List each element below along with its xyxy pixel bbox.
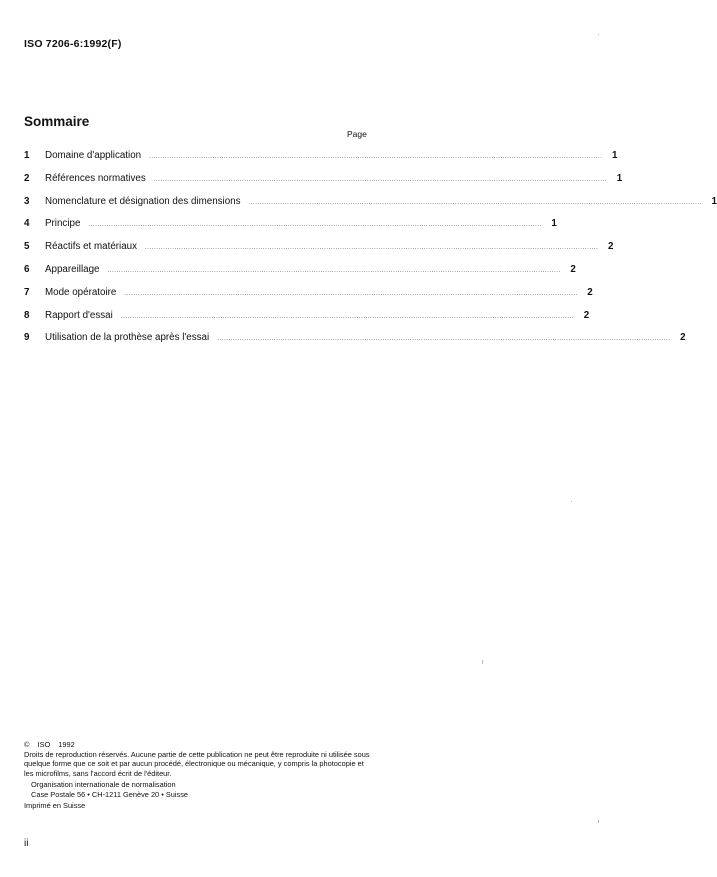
- copyright-year: 1992: [58, 740, 75, 749]
- toc-entry[interactable]: [24, 172, 623, 196]
- dot-leader: ........................................................................................................................................................................................................: [88, 222, 542, 229]
- toc-entry-number: 7: [24, 286, 30, 298]
- toc-entry-page: 2: [570, 263, 576, 275]
- dot-leader: ........................................................................................................................................................................................................: [107, 267, 561, 274]
- toc-entry-label: Références normatives: [45, 172, 146, 184]
- dot-leader: ........................................................................................................................................................................................................: [217, 336, 671, 343]
- toc-entry-label: Nomenclature et désignation des dimensions: [45, 195, 241, 207]
- toc-entry-page: 2: [587, 286, 593, 298]
- toc-entry-label: Domaine d'application: [45, 150, 142, 161]
- copyright-symbol: ©: [24, 740, 30, 749]
- toc-entry-page: 2: [680, 332, 686, 344]
- page-number: ii: [24, 838, 29, 849]
- dot-leader: ........................................................................................................................................................................................................: [145, 245, 599, 252]
- table-of-contents: [24, 150, 717, 355]
- copyright-block: [24, 740, 372, 810]
- dot-leader: ........................................................................................................................................................................................................: [149, 154, 603, 160]
- toc-entry-number: 2: [24, 172, 30, 184]
- toc-entry-number: 3: [24, 195, 30, 207]
- toc-entry-page: 2: [583, 309, 590, 321]
- publisher-name: Organisation internationale de normalisation: [31, 780, 176, 790]
- scan-speck: [571, 501, 572, 502]
- dot-leader: ........................................................................................................................................................................................................: [120, 313, 575, 320]
- toc-entry-label: Mode opératoire: [45, 286, 117, 298]
- toc-entry-page: 1: [551, 218, 557, 230]
- page-title: Sommaire: [24, 114, 90, 129]
- toc-entry-label: Appareillage: [45, 263, 100, 275]
- toc-entry-page: 1: [612, 150, 618, 161]
- toc-entry[interactable]: [24, 286, 593, 310]
- dot-leader: ........................................................................................................................................................................................................: [153, 176, 608, 183]
- toc-entry-number: 4: [24, 218, 30, 230]
- toc-entry[interactable]: [24, 218, 557, 241]
- scan-speck: [482, 660, 483, 664]
- toc-entry-page: 2: [607, 241, 614, 253]
- publisher-address: Case Postale 56 • CH-1211 Genève 20 • Suisse: [31, 789, 189, 799]
- toc-entry-number: 6: [24, 263, 30, 275]
- toc-entry[interactable]: [24, 150, 618, 173]
- toc-entry[interactable]: [24, 195, 717, 219]
- toc-entry-label: Utilisation de la prothèse après l'essai: [45, 332, 210, 344]
- toc-entry-label: Rapport d'essai: [45, 309, 113, 321]
- toc-entry-page: 1: [711, 195, 717, 207]
- toc-entry-number: 8: [24, 309, 30, 321]
- scan-speck: [598, 34, 599, 35]
- toc-entry[interactable]: [24, 263, 576, 287]
- toc-entry-number: 5: [24, 241, 30, 253]
- toc-entry[interactable]: [24, 332, 686, 355]
- toc-entry[interactable]: [24, 241, 614, 264]
- printed-in: Imprimé en Suisse: [24, 800, 86, 810]
- toc-entry-number: 9: [24, 332, 30, 344]
- toc-entry-label: Principe: [45, 218, 81, 230]
- toc-entry-label: Réactifs et matériaux: [45, 241, 138, 253]
- copyright-org: ISO: [37, 740, 51, 749]
- copyright-line: [24, 740, 372, 750]
- toc-entry[interactable]: [24, 309, 590, 333]
- page-column-label: Page: [347, 129, 367, 139]
- toc-entry-page: 1: [616, 172, 623, 184]
- dot-leader: ........................................................................................................................................................................................................: [248, 199, 702, 206]
- copyright-notice: Droits de reproduction réservés. Aucune partie de cette publication ne peut être reproduite ni utilisée sous quelque forme que ce soit et par aucun procédé, électronique ou mécanique, y compris la photocopie et les microfilms, sans l'accord écrit de l'éditeur.: [24, 749, 370, 778]
- scan-speck: [598, 820, 599, 823]
- dot-leader: ........................................................................................................................................................................................................: [124, 290, 578, 297]
- document-id: ISO 7206-6:1992(F): [24, 38, 122, 50]
- toc-entry-number: 1: [24, 150, 30, 161]
